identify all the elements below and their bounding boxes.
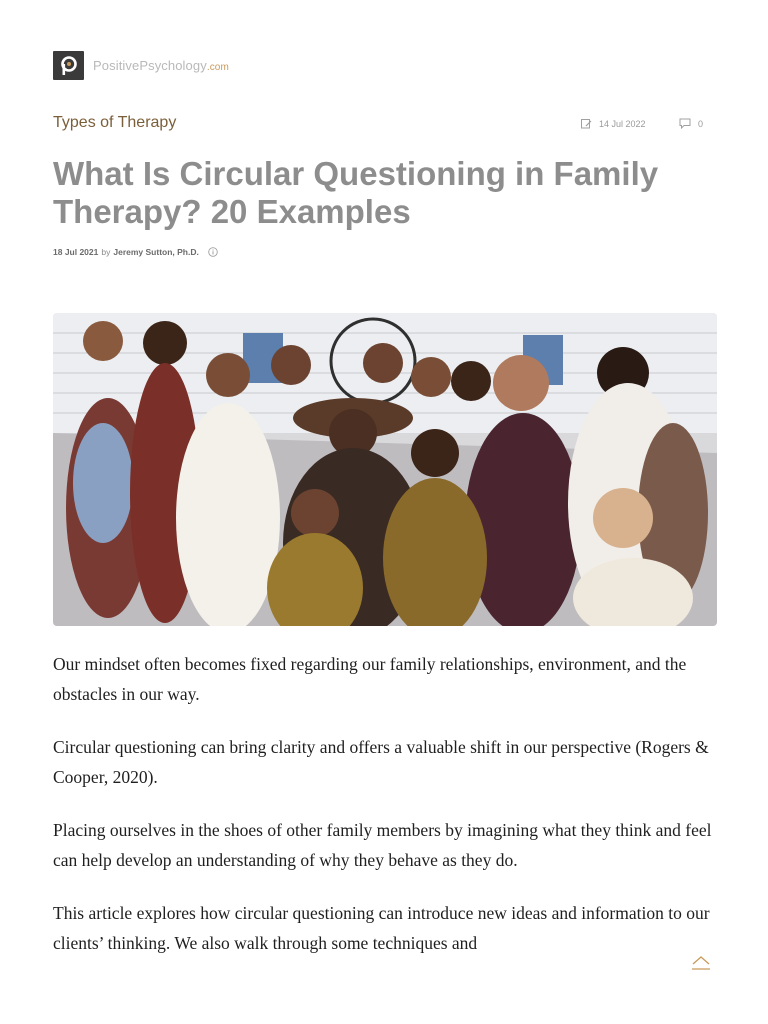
- info-icon[interactable]: [208, 247, 218, 257]
- site-logo[interactable]: [53, 51, 229, 80]
- comments-link[interactable]: [679, 118, 703, 129]
- publish-date: 18 Jul 2021: [53, 247, 99, 257]
- author-link[interactable]: Jeremy Sutton, Ph.D.: [113, 247, 199, 257]
- updated-date: [581, 118, 646, 129]
- paragraph: Placing ourselves in the shoes of other family members by imagining what they think and feel can help develop an understanding of why they behave as they do.: [53, 820, 712, 870]
- hero-image: [53, 313, 717, 626]
- paragraph: This article explores how circular questioning can introduce new ideas and information to our clients’ thinking. We also walk through some techniques and: [53, 903, 710, 953]
- category-link[interactable]: Types of Therapy: [53, 114, 177, 131]
- chevron-up-icon: [691, 954, 711, 972]
- logo-icon: [53, 51, 84, 80]
- paragraph: Circular questioning can bring clarity and offers a valuable shift in our perspective (Rogers & Cooper, 2020).: [53, 737, 709, 787]
- logo-name: PositivePsychology: [93, 58, 207, 73]
- byline-by: by: [101, 247, 111, 257]
- updated-date-text: 14 Jul 2022: [599, 118, 646, 129]
- back-to-top-button[interactable]: [691, 954, 711, 972]
- logo-tld: .com: [206, 62, 229, 73]
- comment-count: 0: [698, 118, 704, 129]
- article-body: [53, 649, 723, 981]
- family-photo: [53, 313, 717, 626]
- paragraph: Our mindset often becomes fixed regarding our family relationships, environment, and the obstacles in our way.: [53, 654, 687, 704]
- logo-wordmark: [93, 58, 229, 73]
- byline: [53, 247, 218, 257]
- comment-icon: [679, 118, 691, 129]
- page-title: What Is Circular Questioning in Family Therapy? 20 Examples: [53, 155, 659, 230]
- edit-calendar-icon: [581, 118, 592, 129]
